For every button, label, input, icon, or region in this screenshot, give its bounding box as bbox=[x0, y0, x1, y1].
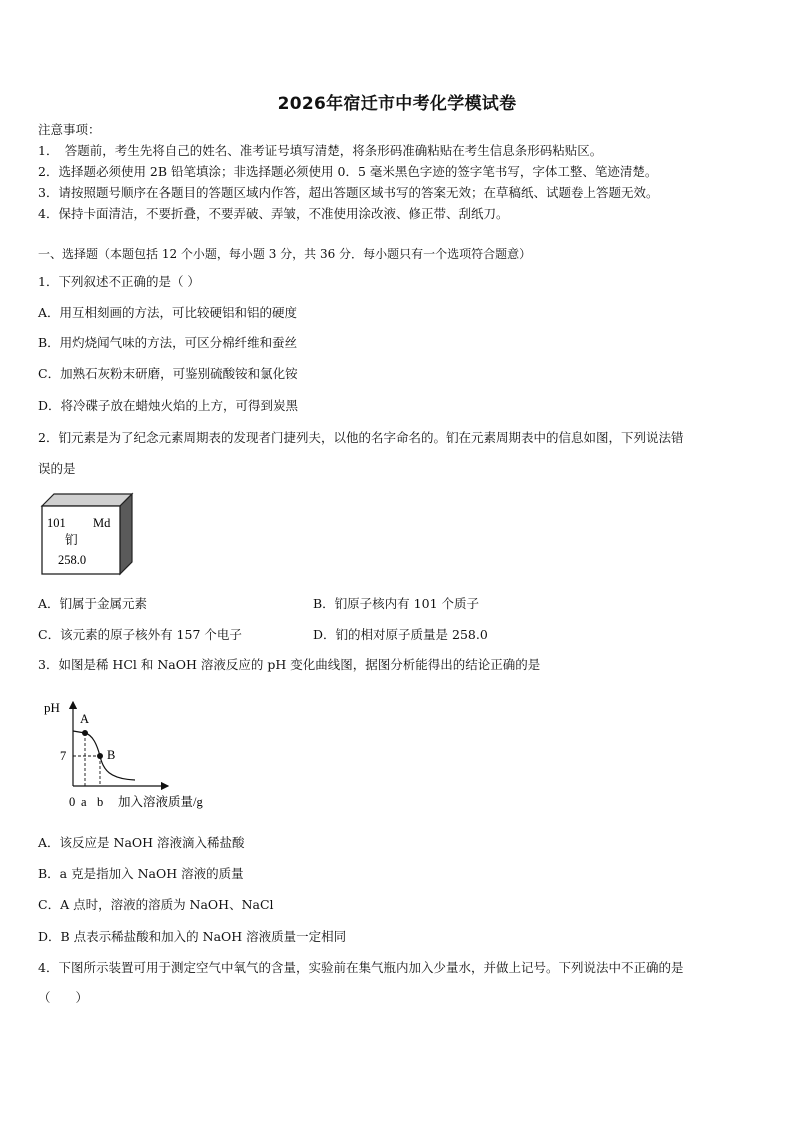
x-axis-label: 加入溶液质量/g bbox=[118, 795, 203, 809]
question-4-stem: 4．下图所示装置可用于测定空气中氧气的含量，实验前在集气瓶内加入少量水，并做上记号。下列说法中不正确的是 bbox=[38, 960, 684, 975]
element-number: 101 bbox=[47, 516, 66, 530]
question-3-option-a: A．该反应是 NaOH 溶液滴入稀盐酸 bbox=[38, 835, 245, 850]
element-name: 钔 bbox=[65, 533, 78, 547]
point-b-marker bbox=[97, 753, 103, 759]
element-cell-figure bbox=[38, 490, 134, 580]
section-heading: 一、选择题（本题包括 12 个小题，每小题 3 分，共 36 分．每小题只有一个选项符合题意） bbox=[38, 247, 532, 261]
notice-item: 2．选择题必须使用 2B 铅笔填涂；非选择题必须使用 0．5 毫米黑色字迹的签字笔书写，字体工整、笔迹清楚。 bbox=[38, 164, 658, 179]
y-tick-7: 7 bbox=[60, 749, 67, 763]
x-tick-0: 0 bbox=[69, 795, 76, 809]
question-3-option-d: D．B 点表示稀盐酸和加入的 NaOH 溶液质量一定相同 bbox=[38, 929, 347, 944]
question-1-option-b: B．用灼烧闻气味的方法，可区分棉纤维和蚕丝 bbox=[38, 335, 298, 350]
notice-heading: 注意事项： bbox=[38, 122, 101, 137]
question-2-option-b: B．钔原子核内有 101 个质子 bbox=[313, 596, 479, 611]
point-a-marker bbox=[82, 730, 88, 736]
question-2-option-c: C．该元素的原子核外有 157 个电子 bbox=[38, 627, 242, 642]
y-axis-label: pH bbox=[44, 700, 60, 715]
notice-item: 4．保持卡面清洁，不要折叠，不要弄破、弄皱，不准使用涂改液、修正带、刮纸刀。 bbox=[38, 206, 509, 221]
element-mass: 258.0 bbox=[58, 553, 87, 567]
question-4-stem-continued: （ ） bbox=[38, 990, 89, 1005]
x-tick-b: b bbox=[97, 795, 104, 809]
question-3-option-c: C．A 点时，溶液的溶质为 NaOH、NaCl bbox=[38, 897, 274, 912]
ph-curve-figure bbox=[40, 696, 230, 814]
element-symbol: Md bbox=[93, 516, 111, 530]
notice-item: 1． 答题前，考生先将自己的姓名、准考证号填写清楚，将条形码准确粘贴在考生信息条形码粘贴区。 bbox=[38, 143, 603, 158]
point-b-label: B bbox=[107, 748, 116, 762]
question-1-stem: 1．下列叙述不正确的是（ ） bbox=[38, 274, 200, 289]
question-3-stem: 3．如图是稀 HCl 和 NaOH 溶液反应的 pH 变化曲线图，据图分析能得出的结论正确的是 bbox=[38, 657, 541, 672]
x-tick-a: a bbox=[81, 795, 87, 809]
question-2-stem-continued: 误的是 bbox=[38, 461, 76, 476]
question-2-stem: 2．钔元素是为了纪念元素周期表的发现者门捷列夫，以他的名字命名的。钔在元素周期表中的信息如图，下列说法错 bbox=[38, 430, 684, 445]
question-1-option-a: A．用互相刻画的方法，可比较硬铝和铝的硬度 bbox=[38, 305, 298, 320]
question-2-option-d: D．钔的相对原子质量是 258.0 bbox=[313, 627, 488, 642]
question-1-option-d: D．将冷碟子放在蜡烛火焰的上方，可得到炭黑 bbox=[38, 398, 299, 413]
page-title: 2026年宿迁市中考化学模试卷 bbox=[277, 94, 517, 114]
question-2-option-a: A．钔属于金属元素 bbox=[38, 596, 148, 611]
notice-item: 3．请按照题号顺序在各题目的答题区域内作答，超出答题区域书写的答案无效；在草稿纸、试题卷上答题无效。 bbox=[38, 185, 659, 200]
question-1-option-c: C．加熟石灰粉末研磨，可鉴别硫酸铵和氯化铵 bbox=[38, 366, 298, 381]
point-a-label: A bbox=[80, 712, 90, 726]
question-3-option-b: B．a 克是指加入 NaOH 溶液的质量 bbox=[38, 866, 244, 881]
ph-curve bbox=[73, 731, 135, 780]
